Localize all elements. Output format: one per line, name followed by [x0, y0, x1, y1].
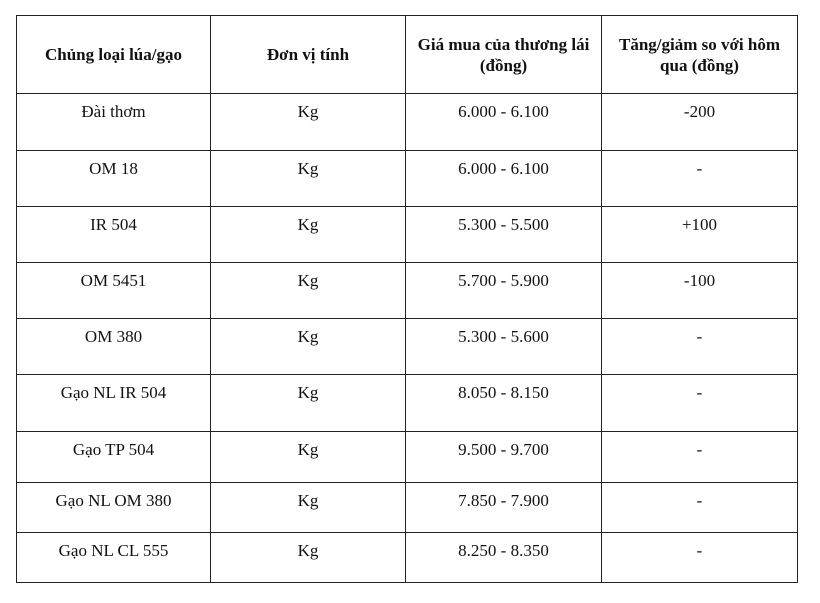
cell-change: - [602, 432, 798, 483]
table-row [17, 432, 798, 483]
cell-unit: Kg [211, 533, 406, 583]
header-rice-type: Chủng loại lúa/gạo [17, 16, 211, 94]
cell-unit: Kg [211, 319, 406, 375]
table-row [17, 375, 798, 432]
cell-change: +100 [602, 207, 798, 263]
cell-rice-type: Gạo NL IR 504 [17, 375, 211, 432]
rice-price-table [16, 15, 798, 583]
cell-unit: Kg [211, 94, 406, 151]
cell-rice-type: OM 18 [17, 151, 211, 207]
table-header-row [17, 16, 798, 94]
cell-price: 5.300 - 5.600 [406, 319, 602, 375]
cell-rice-type: OM 5451 [17, 263, 211, 319]
cell-rice-type: Gạo TP 504 [17, 432, 211, 483]
cell-unit: Kg [211, 263, 406, 319]
header-change: Tăng/giảm so với hôm qua (đồng) [602, 16, 798, 94]
cell-unit: Kg [211, 483, 406, 533]
header-trader-price: Giá mua của thương lái (đồng) [406, 16, 602, 94]
cell-change: - [602, 483, 798, 533]
table-row [17, 207, 798, 263]
cell-price: 8.250 - 8.350 [406, 533, 602, 583]
cell-price: 6.000 - 6.100 [406, 151, 602, 207]
cell-rice-type: IR 504 [17, 207, 211, 263]
cell-price: 8.050 - 8.150 [406, 375, 602, 432]
table-row [17, 151, 798, 207]
cell-price: 5.700 - 5.900 [406, 263, 602, 319]
table-row [17, 263, 798, 319]
cell-rice-type: Gạo NL CL 555 [17, 533, 211, 583]
cell-unit: Kg [211, 151, 406, 207]
table-row [17, 533, 798, 583]
cell-change: -200 [602, 94, 798, 151]
table-row [17, 483, 798, 533]
cell-unit: Kg [211, 432, 406, 483]
cell-price: 9.500 - 9.700 [406, 432, 602, 483]
cell-price: 7.850 - 7.900 [406, 483, 602, 533]
header-unit: Đơn vị tính [211, 16, 406, 94]
cell-rice-type: Đài thơm [17, 94, 211, 151]
table-row [17, 94, 798, 151]
cell-change: - [602, 319, 798, 375]
cell-price: 6.000 - 6.100 [406, 94, 602, 151]
cell-unit: Kg [211, 207, 406, 263]
cell-unit: Kg [211, 375, 406, 432]
cell-change: - [602, 151, 798, 207]
cell-price: 5.300 - 5.500 [406, 207, 602, 263]
cell-change: -100 [602, 263, 798, 319]
table-row [17, 319, 798, 375]
cell-change: - [602, 533, 798, 583]
cell-rice-type: Gạo NL OM 380 [17, 483, 211, 533]
cell-rice-type: OM 380 [17, 319, 211, 375]
cell-change: - [602, 375, 798, 432]
